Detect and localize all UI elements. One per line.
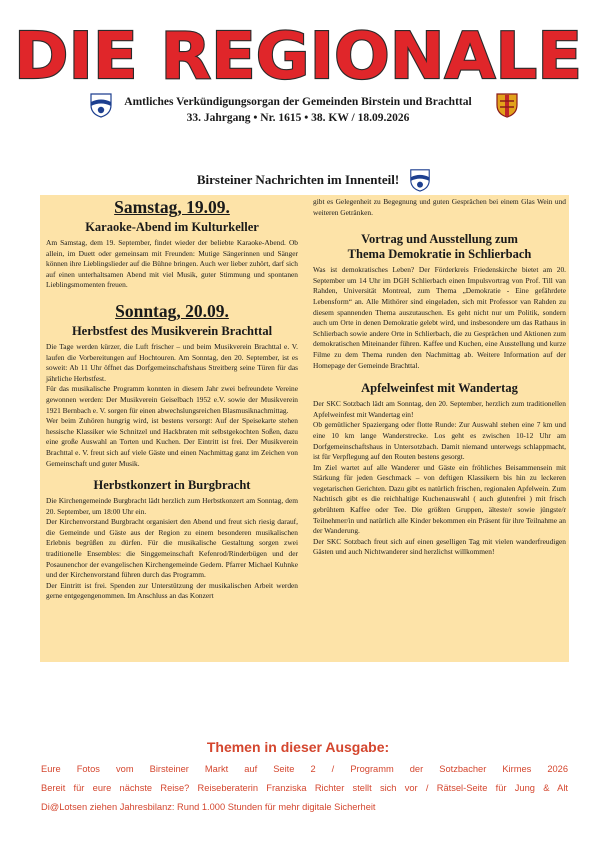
article-title-apfelweinfest: Apfelweinfest mit Wandertag	[361, 381, 518, 396]
birstein-crest-small-icon	[409, 168, 431, 192]
day-heading-sunday: Sonntag, 20.09.	[115, 300, 229, 321]
title-line: Vortrag und Ausstellung zum	[361, 232, 518, 247]
paragraph: Der Kirchenvorstand Burgbracht organisiert den Abend und freut sich riesig darauf, die Gemeinde und Gäste aus der Region zu einem besonderen musikalischen Erlebnis begrüßen zu dürfen. Für die musikalische Gestaltung sorgen zwei traditionelle Ensembles: die Singgemeinschaft Kefenrod/Rinderbügen und der Posaunenchor der evangelischen Kirchengemeinde Gedern. Pfarrer Michael Kuhnke und der Kirchenvorstand führen durch das Programm.	[46, 517, 298, 580]
newspaper-title: DIE REGIONALE	[14, 20, 582, 90]
article-title-herbstkonzert: Herbstkonzert in Burgbracht	[93, 478, 251, 493]
day-heading-saturday: Samstag, 19.09.	[114, 197, 230, 217]
masthead	[0, 0, 596, 90]
title-line: Thema Demokratie in Schlierbach	[347, 247, 532, 262]
article-title-demokratie	[313, 232, 566, 262]
paragraph: Ob gemütlicher Spaziergang oder flotte Runde: Zur Auswahl stehen eine 7 km und eine 10 km lange Wanderstrecke. Los geht es zwischen 10-12 Uhr am Dorfgemeinschaftshaus in Untersotzbach. Damit niemand unterwegs schlappmacht, ist für Verpflegung auf den Routen bestens gesorgt.	[313, 420, 566, 462]
article-body-karaoke	[46, 238, 298, 291]
paragraph: Der SKC Sotzbach freut sich auf einen geselligen Tag mit vielen wanderfreudigen Gästen und auch Nichtwanderer sind herzlichst willkommen!	[313, 536, 566, 557]
right-column	[313, 197, 566, 558]
paragraph: Was ist demokratisches Leben? Der Förderkreis Friedenskirche bietet am 20. September um 14 Uhr im DGH Schlierbach einen Impulsvortrag von Prof. Till van Rahden, Universität Montreal, zum Thema „Demokratie - Eine gefährdete Lebensform“ an. Alle Mithörer sind eingeladen, sich mit Professor van Rahden zu diesem spannenden Thema auszutauschen. Es geht nicht nur um Politik, sondern auch um Orte in denen Demokratie gelebt wird, und insbesondere um das Rathaus in Schlierbach sowie andere Orte in Schlierbach, die zu Gesprächen und Aktionen zum demokratischen Miteinander führen. Kaffee und Kuchen, eine Ausstellung und kurze Filme zu dem Thema runden den Nachmittag ab. Weitere Information auf der Homepage der Gemeinde Brachttal.	[313, 265, 566, 370]
article-continuation	[313, 197, 566, 218]
article-title-herbstfest: Herbstfest des Musikverein Brachttal	[71, 323, 273, 338]
paragraph: Die Kirchengemeinde Burgbracht lädt herzlich zum Herbstkonzert am Sonntag, dem 20. September, um 18:00 Uhr ein.	[46, 496, 298, 516]
paragraph: Wer beim Zuhören hungrig wird, ist bestens versorgt: Auf der Speisekarte stehen hessische Klassiker wie Schnitzel und Hackbraten mit selbstgekochten Soßen, dazu eine große Auswahl an Torten und Kuchen. Der Eintritt ist frei. Der Musikverein Brachttal e. V. freut sich auf viele Gäste und einen Nachmittag ganz im Zeichen von Gemeinschaft und guter Musik.	[46, 416, 298, 468]
article-title-karaoke: Karaoke-Abend im Kulturkeller	[85, 220, 259, 234]
paragraph: Der SKC Sotzbach lädt am Sonntag, den 20. September, herzlich zum traditionellen Apfelweinfest mit Wandertag ein!	[313, 399, 566, 419]
publisher-line: Amtliches Verkündigungsorgan der Gemeinden Birstein und Brachttal	[124, 96, 472, 108]
paragraph: Am Samstag, dem 19. September, findet wieder der beliebte Karaoke-Abend. Ob allein, im Duett oder gemeinsam mit Freunden: Mutige Sängerinnen und Sänger können ihre Lieblingslieder auf die Bühne bringen. Auch wer lieber zuhört, darf sich auf einen unterhaltsamen Abend mit viel Musik, guter Stimmung und spontanen Lieblingsmomenten freuen.	[46, 238, 298, 290]
issue-line: 33. Jahrgang • Nr. 1615 • 38. KW / 18.09.2026	[186, 112, 410, 124]
masthead-logo	[0, 0, 596, 90]
birstein-banner: Birsteiner Nachrichten im Innenteil!	[196, 172, 400, 187]
paragraph: Die Tage werden kürzer, die Luft frischer – und beim Musikverein Brachttal e. V. laufen die Vorbereitungen auf Hochtouren. Am Sonntag, den 20. September, ist es soweit: Ab 11 Uhr öffnet das Dorfgemeinschaftshaus Streitberg seine Türen für das jährliche Herbstfest.	[46, 341, 298, 383]
themen-line-1: Eure Fotos vom Birsteiner Markt auf Seite 2 / Programm der Sotzbacher Kirmes 2026	[41, 764, 568, 774]
article-body-herbstfest	[46, 342, 298, 469]
themen-line-2: Bereit für eure nächste Reise? Reiseberaterin Franziska Richter stellt sich vor / Rätsel-Seite für Jung & Alt	[41, 783, 568, 793]
article-body-apfelweinfest	[313, 399, 566, 558]
paragraph: Für das musikalische Programm konnten in diesem Jahr zwei befreundete Vereine gewonnen werden: Der Musikverein Geiselbach 1952 e.V. sowie der Musikverein 1921 Bernbach e. V. sorgen für einen abwechslungsreichen Blasmusiknachmittag.	[46, 384, 298, 415]
masthead-subtitle	[0, 94, 596, 126]
left-column	[46, 197, 298, 602]
themen-heading: Themen in dieser Ausgabe:	[206, 739, 390, 755]
paragraph: Der Eintritt ist frei. Spenden zur Unterstützung der musikalischen Arbeit werden gerne entgegengenommen. Im Anschluss an das Konzert	[46, 580, 298, 601]
paragraph: Im Ziel wartet auf alle Wanderer und Gäste ein fröhliches Beisammensein mit Stärkung für jeden Geschmack – von deftigen Klassikern bis hin zu leckeren vegetarischen Gerichten. Dazu gibt es natürlich frischen, regionalen Apfelwein. Zum Nachtisch gibt es die reichhaltige Kuchenauswahl ( auch glutenfrei ) mit frisch gebrühtem Kaffee oder Tee. Die größten Gruppen, älteste/r sowie jüngste/r Teilnehmer/in und natürlich alle Kinder bekommen ein Präsent für ihre Teilnahme an der Wanderung.	[313, 462, 566, 536]
article-body-demokratie	[313, 265, 566, 371]
article-body-herbstkonzert	[46, 496, 298, 602]
themen-line-3: Di@Lotsen ziehen Jahresbilanz: Rund 1.000 Stunden für mehr digitale Sicherheit	[41, 802, 376, 812]
paragraph: gibt es Gelegenheit zu Begegnung und guten Gesprächen bei einem Glas Wein und weiteren Getränken.	[313, 197, 566, 217]
